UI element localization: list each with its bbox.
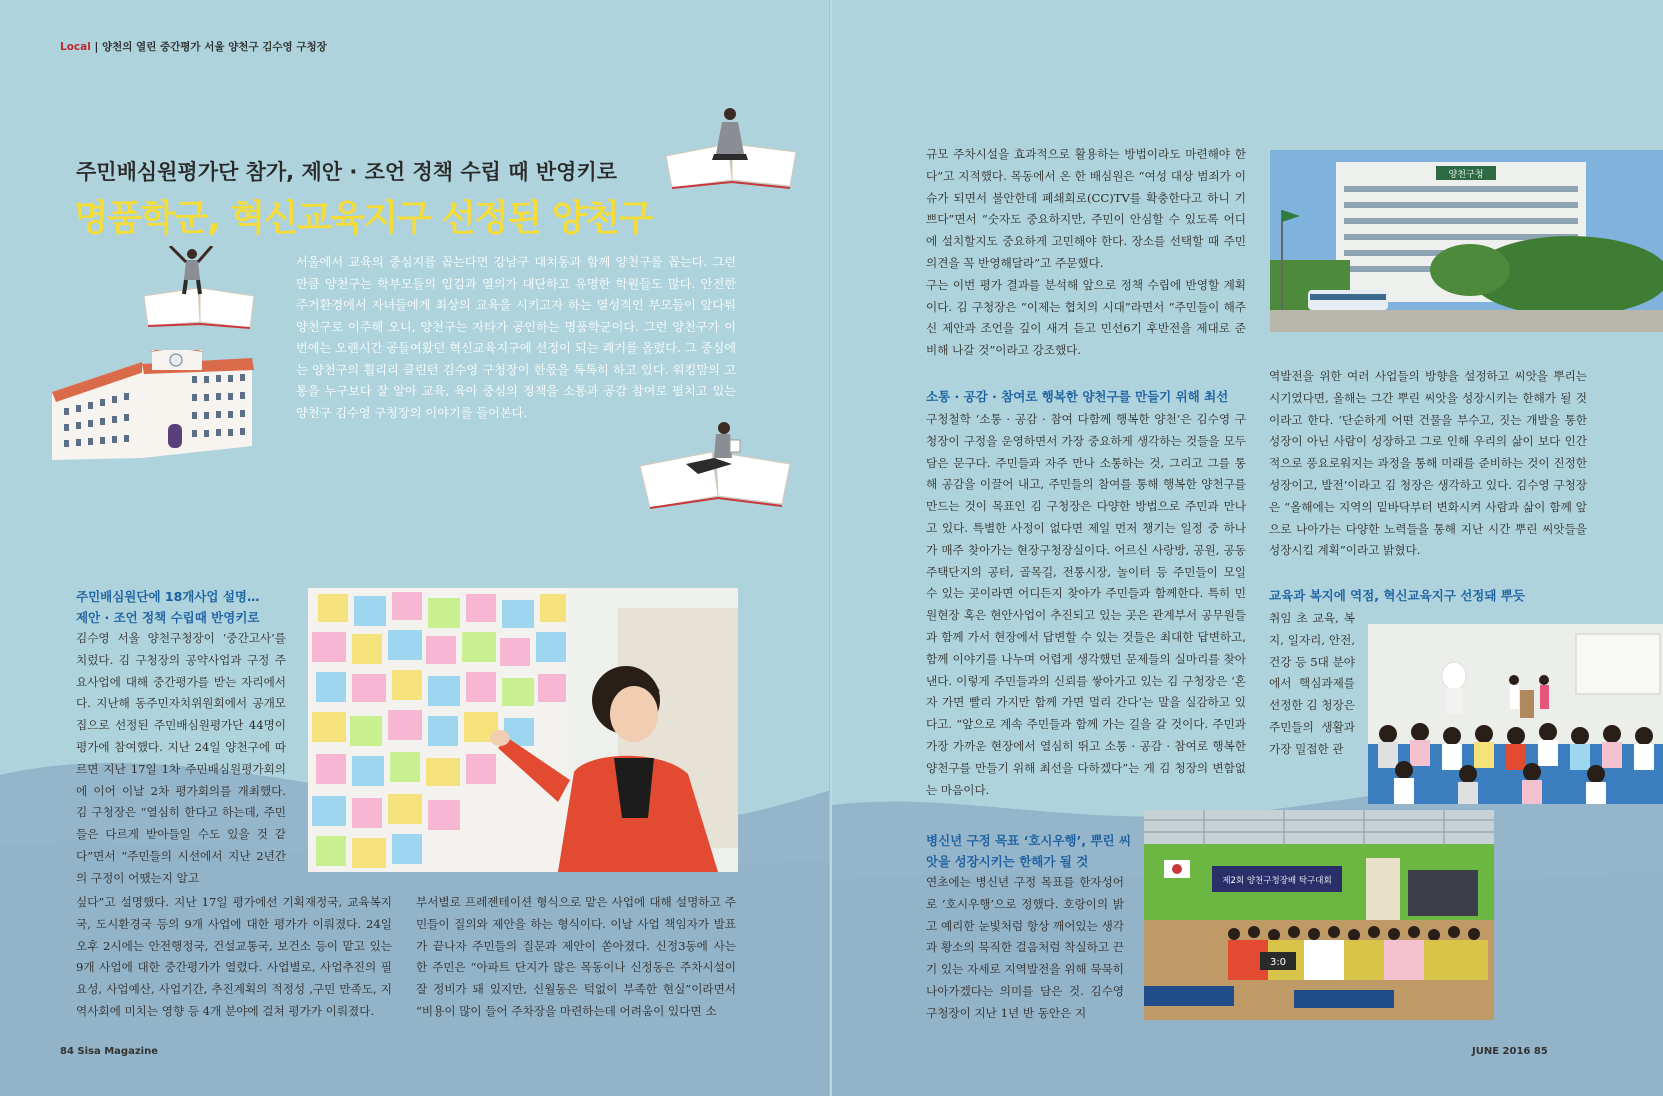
section3-heading-line1: 병신년 구정 목표 ‘호시우행’, 뿌린 씨 — [926, 833, 1132, 848]
section1-wide-column — [76, 892, 392, 1023]
mayor-sticky-notes-photo — [308, 588, 738, 872]
section2-text: 구청철학 ‘소통 · 공감 · 참여 다함께 행복한 양천’은 김수영 구청장이 구정을 운영하면서 가장 중요하게 생각하는 것들을 모두 담은 문구다. 주민들과 자주 만나 소통하는 것, 그리고 그를 통해 공감을 이끌어 내고, 주민들의 참여를 통해 행복한 양천구를 만드는 것이 목표인 김 구청장은 다양한 방법으로 주민과 만나고 있다. 특별한 사정이 없다면 제일 먼저 챙기는 일정 중 하나가 매주 찾아가는 현장구청장실이다. 어르신 사랑방, 공원, 공동주택단지의 공터, 골목길, 전통시장, 놀이터 등 주민들이 모일 수 있는 곳이라면 어디든지 찾아가 주민들과 함께한다. 특히 민원현장 혹은 현안사업이 추진되고 있는 곳은 관계부서 공무원들과 함께 가서 현장에서 답변할 수 있는 것들은 최대한 답변하고, 함께 이야기를 나누며 어렵게 생각했던 문제들의 실마리를 찾아낸다. 이렇게 주민들과의 신뢰를 쌓아가고 있는 김 구청장은 ‘혼자 가면 빨리 가지만 함께 가면 멀리 간다’는 말을 실감하고 있다고. “앞으로 계속 주민들과 함께 가는 길을 갈 것이다. 주민과 가장 가까운 현장에서 열심히 뛰고 소통 · 공감 · 참여로 행복한 양천구를 만들기 위해 최선을 다하겠다”는 게 김 청장의 변함없는 마음이다. — [926, 412, 1246, 797]
running-header-text: | 양천의 열린 중간평가 서울 양천구 김수영 구청장 — [90, 41, 327, 53]
column3-top-text: 규모 주차시설을 효과적으로 활용하는 방법이라도 마련해야 한다”고 지적했다. 목동에서 온 한 배심원은 “여성 대상 범죄가 이슈가 되면서 불안한데 폐쇄회로(CC)TV를 확충한다고 하니 기쁘다”면서 “숫자도 중요하지만, 주민이 안심할 수 있도록 어디에 설치할지도 중요하게 고민해야 한다. 장소를 선택할 때 주민 의견을 꼭 반영해달라”고 주문했다. — [926, 147, 1246, 270]
section2-body — [926, 409, 1246, 801]
column4-middle — [1269, 366, 1587, 562]
section1-wide-text: 싶다”고 설명했다. 지난 17일 평가에선 기획재정국, 교육복지국, 도시환경국 등의 9개 사업에 대한 평가가 이뤄졌다. 24일 오후 2시에는 안전행정국, 건설교통국, 보건소 등이 맡고 있는 9개 사업에 대한 중간평가가 열렸다. 사업별로, 사업추진의 필요성, 사업예산, 사업기간, 추진계획의 적정성 ,구민 만족도, 지역사회에 미치는 영향 등 4개 분야에 걸쳐 평가가 이뤄졌다. — [76, 895, 392, 1018]
person-on-book-illustration — [662, 106, 802, 194]
school-building-illustration — [52, 350, 262, 465]
building-sign: 양천구청 — [1448, 170, 1484, 180]
reading-person-illustration — [636, 418, 796, 514]
lead-text: 서울에서 교육의 중심지를 꼽는다면 강남구 대치동과 함께 양천구를 꼽는다. 그런 만큼 양천구는 학부모들의 입김과 열의가 대단하고 유명한 학원들도 많다. 안전한 주거환경에서 자녀들에게 최상의 교육을 시키고자 하는 열성적인 부모들이 앞다퉈 양천구로 이주해 오니, 양천구는 자타가 공인하는 명품학군이다. 그런 양천구가 이번에는 오랜시간 공들여왔던 혁신교육지구에 선정이 되는 쾌거를 올렸다. 그 중심에는 양천구의 훨리리 클린턴 김수영 구청장이 한몫을 톡톡히 하고 있다. 워킹맘의 고통을 누구보다 잘 알아 교육, 육아 중심의 정책을 소통과 공감 참여로 펼치고 있는 양천구 김수영 구청장의 이야기를 들어본다. — [296, 255, 736, 420]
section1-heading-line1: 주민배심원단에 18개사업 설명… — [76, 589, 260, 604]
section2-heading: 소통 · 공감 · 참여로 행복한 양천구를 만들기 위해 최선 — [926, 389, 1229, 404]
column3-top-text-2: 구는 이번 평가 결과를 분석해 앞으로 정책 수립에 반영할 계획이다. 김 구청장은 “이제는 협치의 시대”라면서 “주민들이 해주신 제안과 조언을 깊이 새겨 듣고 민선6기 후반전을 제대로 준비해 나갈 것”이라고 강조했다. — [926, 277, 1246, 358]
education-event-photo — [1368, 624, 1663, 804]
issue-month: JUNE 2016 — [1472, 1046, 1531, 1057]
left-page — [0, 0, 831, 1096]
left-page-number: 84 — [60, 1046, 74, 1057]
gym-banner-text: 제2회 양천구청장배 탁구대회 — [1222, 876, 1332, 886]
section4-text: 취임 초 교육, 복지, 일자리, 안전, 건강 등 5대 분야에서 핵심과제를 선정한 김 청장은 주민들의 생활과 가장 밀접한 관 — [1269, 611, 1355, 756]
gym-event-photo — [1144, 810, 1494, 1020]
right-page-footer — [1472, 1046, 1548, 1057]
district-office-photo — [1270, 150, 1663, 332]
left-page-footer — [60, 1046, 158, 1057]
lead-paragraph — [296, 252, 736, 424]
column2-bottom — [416, 892, 736, 1023]
cheering-person-illustration — [140, 246, 260, 336]
section3-heading-line2: 앗을 성장시키는 한해가 될 것 — [926, 854, 1089, 869]
article-subtitle: 주민배심원평가단 참가, 제안 · 조언 정책 수립 때 반영키로 — [76, 160, 618, 184]
section1-heading — [76, 586, 286, 628]
section4-body — [1269, 608, 1355, 761]
right-page — [832, 0, 1663, 1096]
section3-text: 연초에는 병신년 구정 목표를 한자성어로 ‘호시우행’으로 정했다. 호랑이의 밝고 예리한 눈빛처럼 항상 깨어있는 생각과 황소의 묵직한 걸음처럼 착실하고 끈기 있는 자세로 지역발전을 위해 묵묵히 나아가겠다는 의미를 담은 것. 김수영 구청장이 지난 1년 반 동안은 지 — [926, 875, 1124, 1020]
running-header — [60, 39, 327, 54]
magazine-name: Sisa Magazine — [77, 1046, 158, 1057]
gym-scoreboard: 3:0 — [1269, 957, 1287, 968]
section1-narrow-column — [76, 628, 286, 890]
section1-narrow-text: 김수영 서울 양천구청장이 ‘중간고사’를 치렀다. 김 구청장의 공약사업과 구정 주요사업에 대해 중간평가를 받는 자리에서다. 지난해 동주민자치위원회에서 공개모집으로 선정된 주민배심원평가단 44명이 평가에 참여했다. 지난 24일 양천구에 따르면 지난 17일 1차 주민배심원평가회의에 이어 이날 2차 평가회의를 개최했다. 김 구청장은 “열심히 한다고 하는데, 주민들은 다르게 받아들일 수도 있을 것 같다”면서 “주민들의 시선에서 지난 2년간의 구정이 어땠는지 알고 — [76, 631, 286, 885]
article-title: 명품학군, 혁신교육지구 선정된 양천구 — [74, 198, 652, 239]
right-page-number: 85 — [1533, 1046, 1548, 1057]
section4-heading: 교육과 복지에 역점, 혁신교육지구 선정돼 뿌듯 — [1269, 588, 1525, 603]
section1-heading-line2: 제안 · 조언 정책 수립때 반영키로 — [76, 610, 260, 625]
section3-heading — [926, 830, 1136, 872]
section3-body — [926, 872, 1124, 1025]
column3-top — [926, 144, 1246, 362]
section-tag: Local — [60, 41, 91, 53]
column2-bottom-text: 부서별로 프레젠테이션 형식으로 맡은 사업에 대해 설명하고 주민들이 질의와 제안을 하는 형식이다. 이날 사업 책임자가 발표가 끝나자 주민들의 질문과 제안이 쏟아졌다. 신정3동에 사는 한 주민은 “아파트 단지가 많은 목동이나 신정동은 주차시설이 잘 정비가 돼 있지만, 신월동은 턱없이 부족한 현실”이라면서 “비용이 많이 들어 주차장을 마련하는데 어려움이 있다면 소 — [416, 895, 736, 1018]
column4-middle-text: 역발전을 위한 여러 사업들의 방향을 설정하고 씨앗을 뿌리는 시기였다면, 올해는 그간 뿌린 씨앗을 성장시키는 한해가 될 것이라고 한다. ‘단순하게 어떤 건물을 부수고, 짓는 개발을 통한 성장이 아닌 사람이 성장하고 그로 인해 우리의 삶이 보다 인간적으로 풍요로워지는 과정을 통해 미래를 준비하는 것이 진정한 성장이고, 발전’이라고 김 청장은 생각하고 있다. 김수영 구청장은 “올해에는 지역의 밑바닥부터 변화시켜 사람과 삶이 함께 앞으로 나아가는 다양한 노력들을 통해 지난 시간 뿌린 씨앗들을 성장시킬 계획”이라고 밝혔다. — [1269, 369, 1587, 558]
